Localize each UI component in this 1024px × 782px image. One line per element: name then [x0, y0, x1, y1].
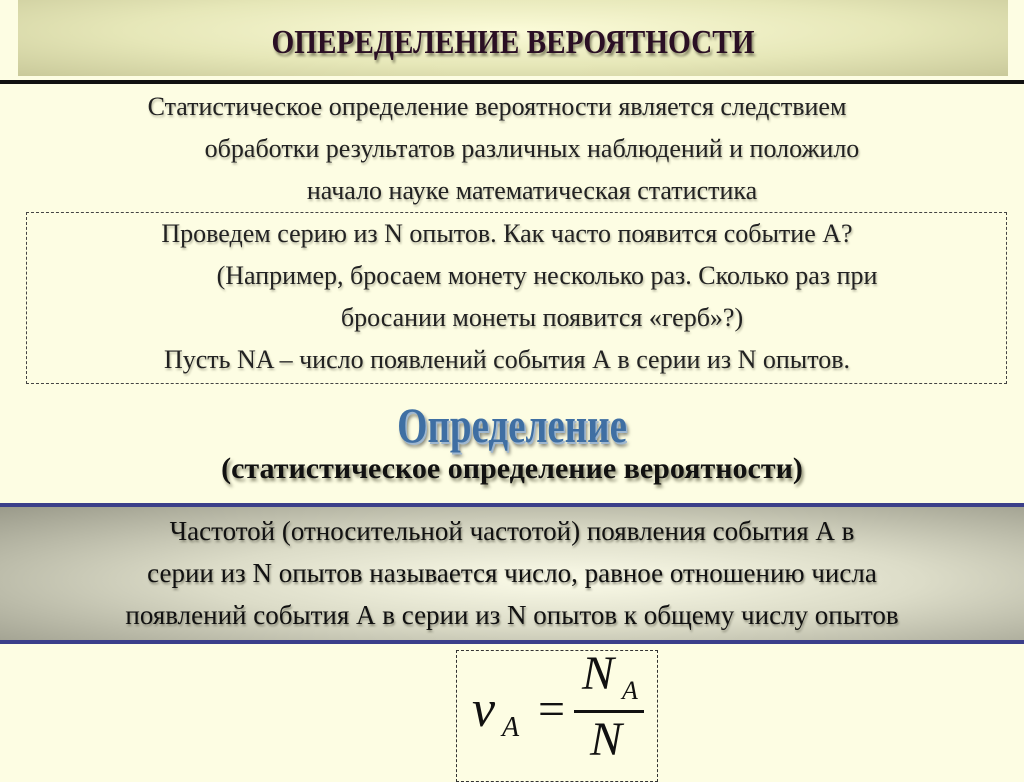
formula-equals: =	[538, 683, 566, 736]
formula-numerator: N	[582, 647, 615, 700]
definition-line: серии из N опытов называется число, равное отношению числа	[147, 558, 877, 588]
experiment-line: бросании монеты появится «герб»?)	[340, 303, 744, 332]
experiment-line: (Например, бросаем монету несколько раз. Сколько раз при	[216, 261, 878, 290]
intro-line: начало науке математическая статистика	[306, 176, 758, 205]
band-bottom-rule	[0, 640, 1024, 644]
intro-paragraph	[0, 86, 1024, 212]
definition-line: появлений события А в серии из N опытов к общему числу опытов	[125, 600, 899, 630]
frequency-formula	[462, 647, 652, 767]
definition-subheading: (статистическое определение вероятности)	[221, 452, 803, 485]
experiment-line: Пусть NA – число появлений события А в серии из N опытов.	[163, 345, 851, 374]
title-divider	[0, 80, 1024, 84]
slide-title: ОПЕРЕДЕЛЕНИЕ ВЕРОЯТНОСТИ	[271, 24, 755, 61]
intro-line: обработки результатов различных наблюдений и положило	[204, 134, 860, 163]
experiment-line: Проведем серию из N опытов. Как часто появится событие А?	[161, 219, 853, 248]
definition-line: Частотой (относительной частотой) появления события А в	[169, 516, 855, 546]
formula-denominator: N	[590, 713, 623, 766]
formula-nu: ν	[472, 681, 496, 738]
definition-text	[0, 510, 1024, 636]
title-banner	[18, 0, 1008, 76]
intro-line: Статистическое определение вероятности является следствием	[147, 92, 847, 121]
experiment-text	[0, 213, 1024, 381]
definition-heading: Определение	[397, 397, 627, 453]
formula-nu-subscript: A	[502, 712, 520, 743]
formula-numerator-subscript: A	[622, 676, 638, 705]
